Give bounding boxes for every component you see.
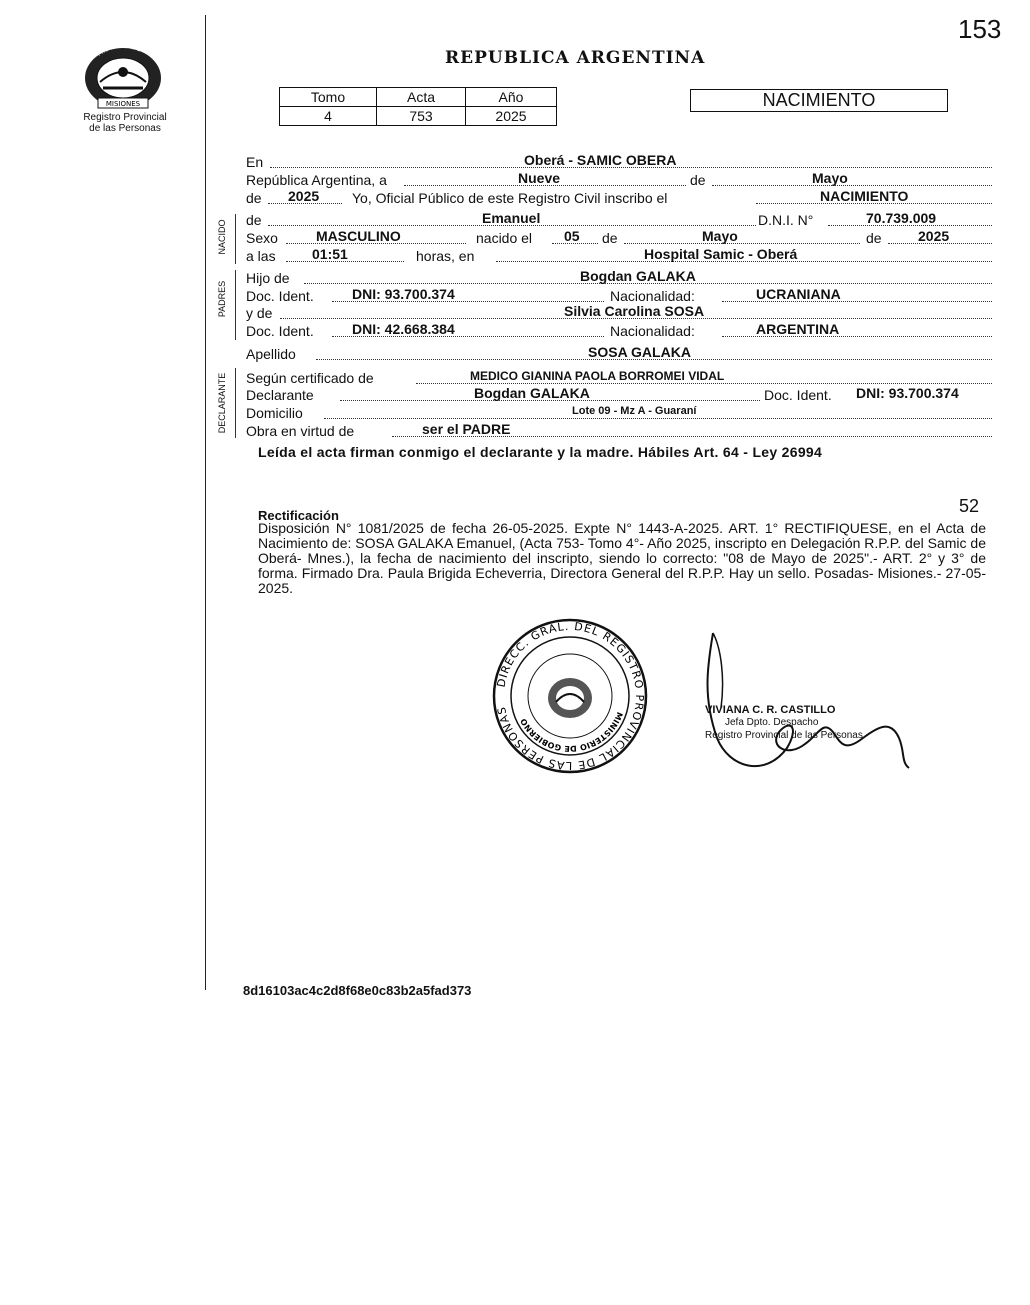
label-de-birth-month: de — [602, 230, 618, 246]
row-oficial — [246, 189, 992, 207]
value-birth-time: 01:51 — [312, 246, 348, 262]
label-domicilio: Domicilio — [246, 405, 303, 421]
value-birth-month: Mayo — [702, 228, 738, 244]
signatory-name: VIVIANA C. R. CASTILLO — [705, 704, 836, 716]
svg-text:DIRECC. GRAL. DEL REGISTRO PRO: DIRECC. GRAL. DEL REGISTRO PROVINCIAL DE LAS PERSONAS — [494, 619, 647, 773]
value-address: Lote 09 - Mz A - Guaraní — [572, 405, 697, 417]
value-surname: SOSA GALAKA — [588, 344, 691, 360]
value-father-name: Bogdan GALAKA — [580, 268, 696, 284]
value-certifying-doctor: MEDICO GIANINA PAOLA BORROMEI VIDAL — [470, 369, 725, 383]
label-horas-en: horas, en — [416, 248, 475, 264]
margin-line — [205, 15, 206, 990]
svg-text:MINISTERIO DE GOBIERNO: MINISTERIO DE GOBIERNO — [518, 710, 625, 754]
rectification-body: Disposición N° 1081/2025 de fecha 26-05-2025. Expte N° 1443-A-2025. ART. 1° RECTIFIQUESE, en el Acta de Nacimiento de: SOSA GALAKA Emanuel, (Acta 753- Tomo 4°- Año 2025, inscripto en Delegación R.P.P. del Samic de Oberá- Mnes.), la fecha de nacimiento del inscripto, siendo lo correcto: "08 de Mayo de 2025".- ART. 2° y 3° de forma. Firmado Dra. Paula Brigida Echeverria, Directora General del R.P.P. Hay un sello. Posadas- Misiones.- 27-05-2025. — [258, 520, 986, 596]
value-declarant-doc: DNI: 93.700.374 — [856, 385, 959, 401]
value-registry-day: Nueve — [518, 170, 561, 186]
value-child-dni: 70.739.009 — [866, 210, 937, 226]
label-obra-en-virtud: Obra en virtud de — [246, 423, 355, 439]
label-de-birth-year: de — [866, 230, 882, 246]
label-de-name: de — [246, 212, 262, 228]
table-value-tomo: 4 — [280, 107, 377, 126]
value-registry-month: Mayo — [812, 170, 848, 186]
label-republica: República Argentina, a — [246, 172, 387, 188]
label-nacionalidad-mother: Nacionalidad: — [610, 323, 695, 339]
row-obra — [246, 422, 992, 440]
value-mother-nationality: ARGENTINA — [756, 321, 840, 337]
label-y-de: y de — [246, 305, 273, 321]
value-record-type: NACIMIENTO — [820, 188, 909, 204]
table-header-tomo: Tomo — [280, 88, 377, 107]
label-segun-certificado: Según certificado de — [246, 370, 374, 386]
official-seal-stamp — [490, 616, 650, 776]
row-en — [246, 153, 992, 171]
signatory-title: Jefa Dpto. Despacho — [725, 717, 819, 728]
logo-caption-line2: de las Personas — [89, 123, 161, 134]
label-dni: D.N.I. N° — [758, 212, 814, 228]
label-de-month: de — [690, 172, 706, 188]
value-registry-year: 2025 — [288, 188, 320, 204]
record-type-box: NACIMIENTO — [690, 89, 948, 112]
value-declarant-role: ser el PADRE — [422, 421, 511, 437]
label-a-las: a las — [246, 248, 276, 264]
value-mother-name: Silvia Carolina SOSA — [564, 303, 705, 319]
logo-bottom-text: MISIONES — [105, 100, 141, 108]
signatory-office: Registro Provincial de las Personas — [705, 730, 863, 741]
value-declarant-name: Bogdan GALAKA — [474, 385, 590, 401]
label-doc-ident-father: Doc. Ident. — [246, 288, 314, 304]
document-title: REPUBLICA ARGENTINA — [445, 48, 706, 68]
document-hash: 8d16103ac4c2d8f68e0c83b2a5fad373 — [243, 983, 472, 998]
label-apellido: Apellido — [246, 346, 296, 362]
registry-table — [279, 87, 557, 126]
table-value-acta: 753 — [377, 107, 466, 126]
value-father-doc: DNI: 93.700.374 — [352, 286, 455, 302]
value-father-nationality: UCRANIANA — [756, 286, 841, 302]
label-en: En — [246, 154, 264, 170]
table-header-acta: Acta — [377, 88, 466, 107]
value-birth-day: 05 — [564, 228, 580, 244]
page-number: 153 — [958, 14, 1002, 44]
value-sex: MASCULINO — [316, 228, 401, 244]
group-line-padres — [235, 270, 236, 340]
table-value-anio: 2025 — [466, 107, 557, 126]
side-label-padres: PADRES — [217, 280, 227, 318]
row-hora — [246, 247, 992, 265]
value-place-of-registry: Oberá - SAMIC OBERA — [524, 152, 677, 168]
label-nacido-el: nacido el — [476, 230, 533, 246]
province-emblem-logo — [78, 42, 168, 112]
label-nacionalidad-father: Nacionalidad: — [610, 288, 695, 304]
label-oficial-text: Yo, Oficial Público de este Registro Civil inscribo el — [352, 190, 668, 206]
row-sexo — [246, 229, 992, 247]
table-header-anio: Año — [466, 88, 557, 107]
logo-caption-line1: Registro Provincial — [83, 112, 167, 123]
logo-caption — [50, 112, 200, 134]
row-doc-mother — [246, 322, 992, 340]
label-doc-ident-declarant: Doc. Ident. — [764, 387, 832, 403]
value-birth-year: 2025 — [918, 228, 950, 244]
label-hijo-de: Hijo de — [246, 270, 290, 286]
group-line-declarante — [235, 368, 236, 438]
rectification-title: Rectificación — [258, 508, 339, 523]
value-child-name: Emanuel — [482, 210, 541, 226]
closing-statement: Leída el acta firman conmigo el declarante y la madre. Hábiles Art. 64 - Ley 26994 — [258, 444, 823, 460]
row-apellido — [246, 345, 992, 363]
row-domicilio — [246, 404, 992, 422]
label-declarante: Declarante — [246, 387, 314, 403]
label-sexo: Sexo — [246, 230, 278, 246]
side-label-nacido: NACIDO — [217, 219, 227, 255]
group-line-nacido — [235, 214, 236, 264]
side-label-declarante: DECLARANTE — [217, 372, 227, 434]
value-birth-place: Hospital Samic - Oberá — [644, 246, 798, 262]
value-mother-doc: DNI: 42.668.384 — [352, 321, 455, 337]
svg-text:PROVINCIA DE: PROVINCIA DE — [95, 42, 142, 58]
rectification-number: 52 — [959, 496, 980, 516]
label-doc-ident-mother: Doc. Ident. — [246, 323, 314, 339]
label-de-year: de — [246, 190, 262, 206]
